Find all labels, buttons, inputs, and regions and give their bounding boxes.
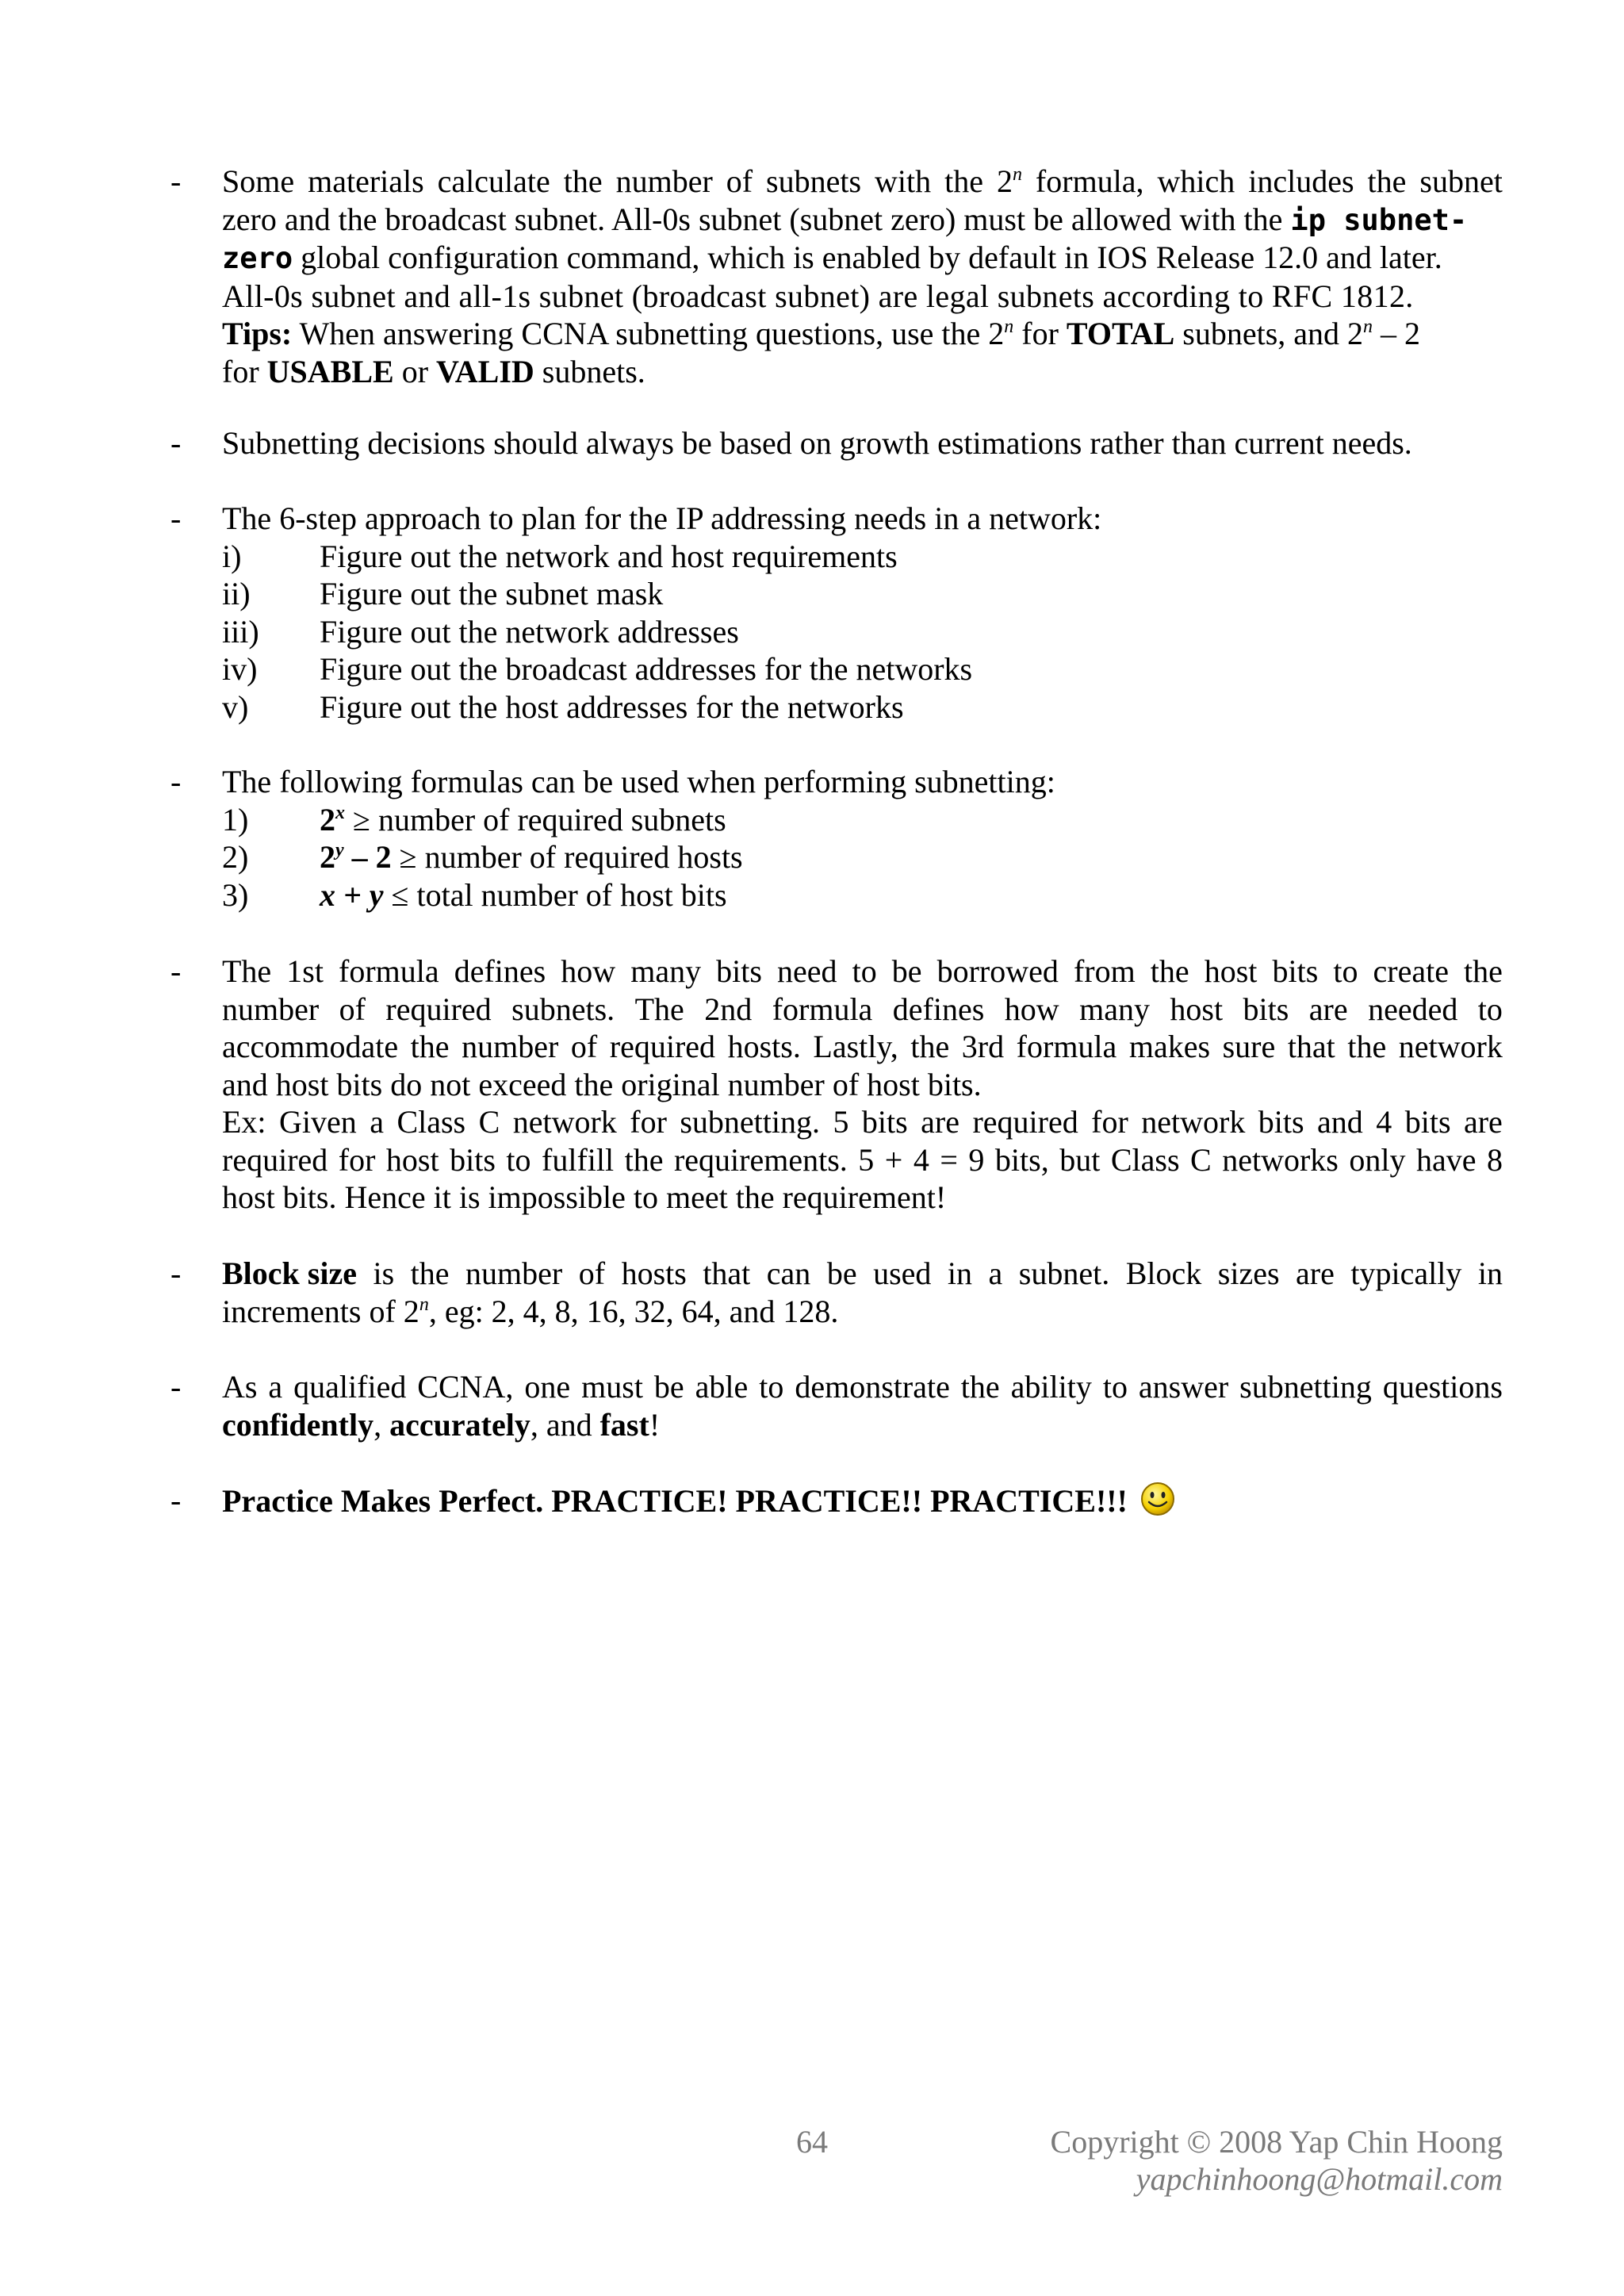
p1-line-1: Some materials calculate the number of subnets with the 2$^n$ formula, which includes the subnet bbox=[222, 163, 1503, 199]
formula-1: 1) $2^x$ ≥ number of required subnets bbox=[222, 801, 726, 838]
copyright-notice: Copyright © 2008 Yap Chin Hoong bbox=[1050, 2124, 1503, 2160]
paragraph-subnet-formula bbox=[222, 163, 1503, 390]
p7-line-2: confidently, accurately, and fast! bbox=[222, 1406, 661, 1443]
p5-line-2: number of required subnets. The 2nd formula defines how many host bits are needed to bbox=[222, 991, 1503, 1027]
p7-line-1: As a qualified CCNA, one must be able to demonstrate the ability to answer subnetting questions bbox=[222, 1369, 1503, 1405]
p6-line-2: increments of 2$^n$, eg: 2, 4, 8, 16, 32, 64, and 128. bbox=[222, 1293, 839, 1329]
step-item: iii) Figure out the network addresses bbox=[222, 613, 739, 650]
p5-line-1: The 1st formula defines how many bits need to be borrowed from the host bits to create the bbox=[222, 953, 1503, 989]
command-ip-subnet-zero: ip subnet- bbox=[1290, 202, 1468, 237]
paragraph-formula-explanation bbox=[222, 953, 1503, 1217]
document-page: - Some materials calculate the number of subnets with the 2$^n$ formula, which includes the subnet zero and the broadcast subnet. All-0s subnet (subnet zero) must be allowed with the ip subnet- zero global configuration command, which is enabled by default in IOS Release 12.0 and later. All-0s subnet and all-1s subnet (broadcast subnet) are legal subnets according to RFC 1812. Tips: When answering CCNA subnetting questions, use the 2$^n$ for TOTAL subnets, and 2$^n$ – 2 for USABLE or VALID subnets. - Subnetting decisions should always be based on growth estimations rather than current needs. - The 6-step approach to plan for the IP addressing needs in a network: i) Figure out the network and host requirements ii) Figure out the subnet mask iii) Figure out the network addresses iv) Figure out the broadcast addresses for the networks v) Figure out the host addresses for the networks - The following formulas can be used when performing subnetting: 1) $2^x$ ≥ number of required subnets 2) 2$^y$ – 2 ≥ number of required hosts 3) x + y ≤ total number of host bits - The 1st formula defines how many bits need to be borrowed from the host bits to create the number of required subnets. The 2nd formula defines how many host bits are needed to accommodate the number of required hosts. Lastly, the 3rd formula makes sure that the network and host bits do not exceed the original number of host bits. Ex: Given a Class C network for subnetting. 5 bits are required for network bits and 4 bits are required for host bits to fulfill the requirements. 5 + 4 = 9 bits, but Class C networks only have 8 host bits. Hence it is impossible to meet the requirement! - Block size is the number of hosts that can be used in a subnet. Block sizes are typically in increments of 2$^n$, eg: 2, 4, 8, 16, 32, 64, and 128. - As a qualified CCNA, one must be able to demonstrate the ability to answer subnetting questions confidently, accurately, and fast! - Practice Makes Perfect. PRACTICE! PRACTICE!! PRACTICE!!! 64 Copyright © 2008 Yap Chin Hoong yapchinhoong@hotmail.com bbox=[170, 163, 1503, 2197]
paragraph-qualified-ccna bbox=[222, 1368, 1503, 1443]
p5-line-7: host bits. Hence it is impossible to meet the requirement! bbox=[222, 1179, 947, 1215]
formula-3: 3) x + y ≤ total number of host bits bbox=[222, 876, 727, 913]
p5-line-5: Ex: Given a Class C network for subnetting. 5 bits are required for network bits and 4 bits are bbox=[222, 1104, 1503, 1140]
p5-line-4: and host bits do not exceed the original number of host bits. bbox=[222, 1066, 982, 1102]
page-number: 64 bbox=[796, 2124, 828, 2160]
paragraph-six-step: The 6-step approach to plan for the IP addressing needs in a network: i) Figure out the network and host requirements ii) Figure out the subnet mask iii) Figure out the network addresses iv) Figure out the broadcast addresses for the networks v) Figure out the host addresses for the networks bbox=[222, 500, 1503, 726]
step-item: i) Figure out the network and host requirements bbox=[222, 538, 898, 574]
practice-slogan: Practice Makes Perfect. PRACTICE! PRACTICE!! PRACTICE!!! bbox=[222, 1483, 1128, 1519]
step-item: ii) Figure out the subnet mask bbox=[222, 576, 664, 611]
paragraph-growth: Subnetting decisions should always be based on growth estimations rather than current needs. bbox=[222, 425, 1412, 461]
step-item: v) Figure out the host addresses for the networks bbox=[222, 688, 904, 725]
p1-line-3: zero global configuration command, which is enabled by default in IOS Release 12.0 and later. bbox=[222, 240, 1442, 275]
p1-line-4: All-0s subnet and all-1s subnet (broadcast subnet) are legal subnets according to RFC 1812. bbox=[222, 278, 1414, 314]
p5-line-3: accommodate the number of required hosts. Lastly, the 3rd formula makes sure that the network bbox=[222, 1029, 1503, 1064]
step-item: iv) Figure out the broadcast addresses for the networks bbox=[222, 651, 973, 687]
p1-line-5: Tips: When answering CCNA subnetting questions, use the 2$^n$ for TOTAL subnets, and 2$^n$ – 2 bbox=[222, 316, 1421, 351]
smiley-face-icon bbox=[1140, 1481, 1175, 1525]
paragraph-block-size bbox=[222, 1255, 1503, 1330]
bullet-dash: - bbox=[170, 163, 182, 199]
p5-line-6: required for host bits to fulfill the requirements. 5 + 4 = 9 bits, but Class C networks only have 8 bbox=[222, 1141, 1503, 1178]
paragraph-formulas: The following formulas can be used when performing subnetting: 1) $2^x$ ≥ number of required subnets 2) 2$^y$ – 2 ≥ number of required hosts 3) x + y ≤ total number of host bits bbox=[222, 763, 1503, 914]
formula-2: 2) 2$^y$ – 2 ≥ number of required hosts bbox=[222, 839, 743, 875]
paragraph-practice bbox=[222, 1481, 1503, 1525]
p1-line-6: for USABLE or VALID subnets. bbox=[222, 353, 645, 389]
p1-line-2: zero and the broadcast subnet. All-0s subnet (subnet zero) must be allowed with the ip subnet- bbox=[222, 201, 1468, 237]
author-email: yapchinhoong@hotmail.com bbox=[1136, 2161, 1503, 2197]
p6-line-1: Block size is the number of hosts that can be used in a subnet. Block sizes are typically in bbox=[222, 1255, 1503, 1291]
